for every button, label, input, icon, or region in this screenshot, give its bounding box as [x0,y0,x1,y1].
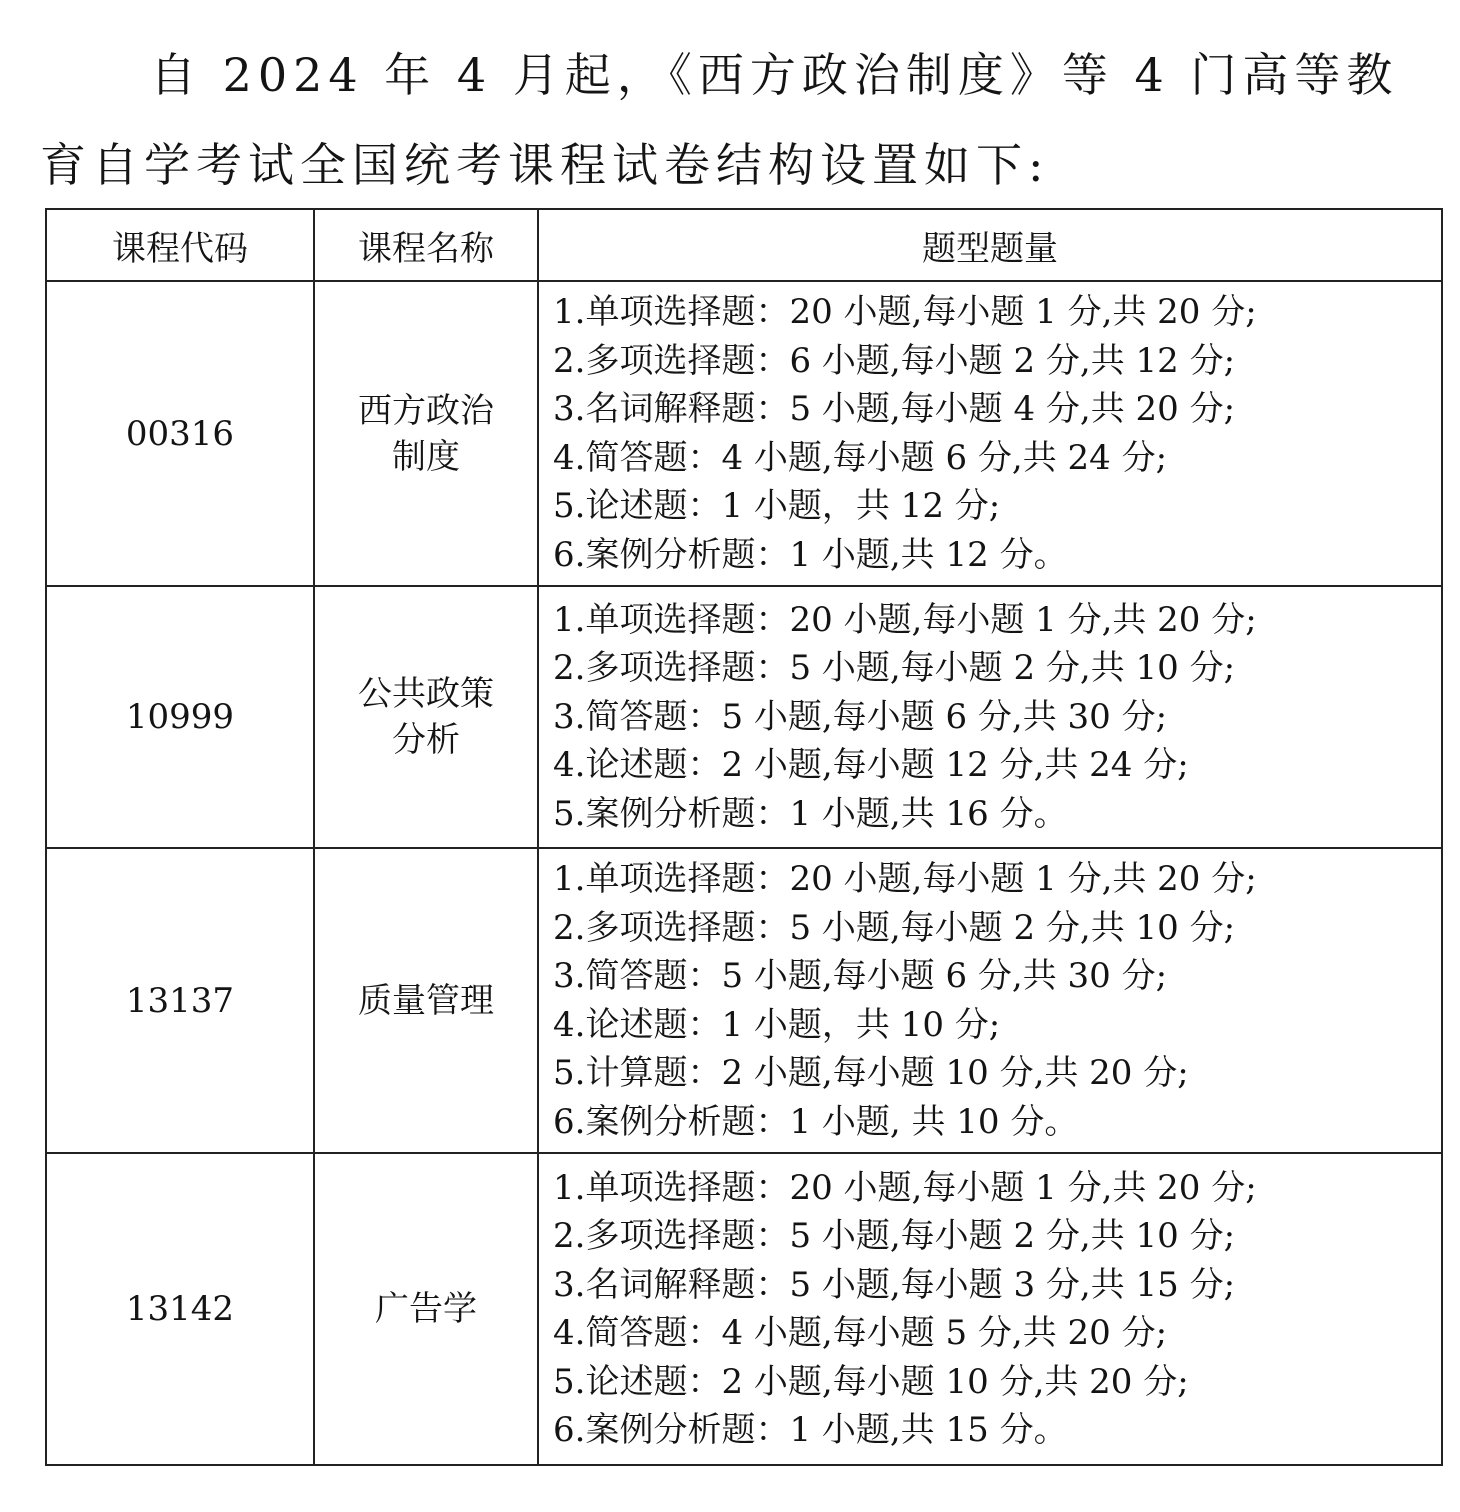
question-type-item: 1.单项选择题：20 小题,每小题 1 分,共 20 分; [553,1167,1257,1208]
question-types-cell [538,1153,1442,1465]
course-name-cell [314,1153,538,1465]
course-name-cell [314,848,538,1153]
course-name: 广告学 [375,1289,477,1329]
question-type-item: 6.案例分析题：1 小题,共 12 分。 [553,534,1068,575]
question-type-item: 2.多项选择题：5 小题,每小题 2 分,共 10 分; [553,907,1236,948]
question-type-item: 3.名词解释题：5 小题,每小题 4 分,共 20 分; [553,389,1236,429]
course-code: 13137 [46,848,314,1153]
question-types-cell [538,281,1442,586]
table-row [46,281,1442,586]
course-code: 00316 [46,281,314,586]
table-row [46,1153,1442,1465]
course-name: 西方政治制度 [358,390,494,477]
question-type-item: 2.多项选择题：5 小题,每小题 2 分,共 10 分; [553,1216,1236,1256]
question-types-cell [538,848,1442,1153]
question-type-item: 4.论述题：1 小题，共 10 分; [553,1004,1001,1045]
exam-structure-table [45,208,1443,1466]
course-code: 13142 [46,1153,314,1465]
question-type-item: 1.单项选择题：20 小题,每小题 1 分,共 20 分; [553,859,1257,899]
question-type-item: 6.案例分析题：1 小题, 共 10 分。 [553,1101,1079,1142]
question-types-cell [538,586,1442,848]
course-name-cell [314,586,538,848]
question-type-item: 5.论述题：2 小题,每小题 10 分,共 20 分; [553,1361,1189,1402]
question-type-item: 1.单项选择题：20 小题,每小题 1 分,共 20 分; [553,292,1257,332]
question-type-item: 2.多项选择题：5 小题,每小题 2 分,共 10 分; [553,648,1236,689]
question-type-item: 3.简答题：5 小题,每小题 6 分,共 30 分; [553,696,1168,737]
question-type-item: 4.简答题：4 小题,每小题 5 分,共 20 分; [553,1313,1168,1353]
header-course-code: 课程代码 [46,209,314,281]
course-name: 公共政策分析 [358,674,494,760]
course-code: 10999 [46,586,314,848]
question-type-item: 5.案例分析题：1 小题,共 16 分。 [553,793,1068,834]
question-type-item: 4.简答题：4 小题,每小题 6 分,共 24 分; [553,437,1168,478]
question-type-item: 3.简答题：5 小题,每小题 6 分,共 30 分; [553,956,1168,996]
course-name-cell [314,281,538,586]
course-name: 质量管理 [358,980,494,1021]
header-question-types: 题型题量 [538,209,1442,281]
question-type-item: 5.论述题：1 小题，共 12 分; [553,486,1001,526]
question-type-item: 6.案例分析题：1 小题,共 15 分。 [553,1410,1068,1450]
question-type-item: 3.名词解释题：5 小题,每小题 3 分,共 15 分; [553,1264,1236,1305]
table-row [46,586,1442,848]
table-header-row [46,209,1442,281]
table-row [46,848,1442,1153]
question-type-item: 2.多项选择题：6 小题,每小题 2 分,共 12 分; [553,340,1236,381]
question-type-item: 4.论述题：2 小题,每小题 12 分,共 24 分; [553,745,1189,786]
question-type-item: 1.单项选择题：20 小题,每小题 1 分,共 20 分; [553,599,1257,640]
header-course-name: 课程名称 [314,209,538,281]
question-type-item: 5.计算题：2 小题,每小题 10 分,共 20 分; [553,1053,1189,1093]
intro-paragraph: 自 2024 年 4 月起，《西方政治制度》等 4 门高等教育自学考试全国统考课程试卷结构设置如下: [40,48,1399,192]
